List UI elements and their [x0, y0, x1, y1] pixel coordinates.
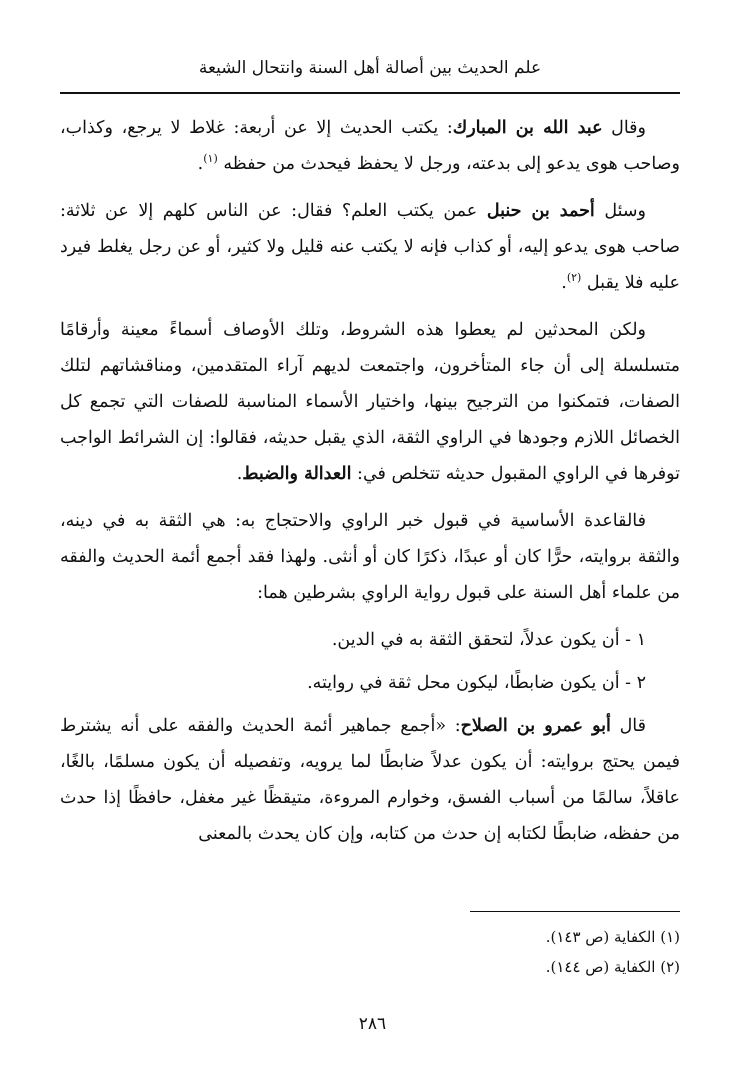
running-header: علم الحديث بين أصالة أهل السنة وانتحال الشيعة	[198, 58, 542, 78]
footnote-rule	[470, 911, 680, 912]
page-number: ٢٨٦	[358, 1014, 387, 1034]
footnote-2: (٢) الكفاية (ص ١٤٤).	[545, 958, 680, 976]
paragraph-2: وسئل أحمد بن حنبل عمن يكتب العلم؟ فقال: عن الناس كلهم إلا عن ثلاثة: صاحب هوى يدعو إليه، أو كذاب فإنه لا يكتب عنه قليل ولا كثير، أو عن رجل يغلط فيرد عليه فلا يقبل $^{(٢)}$.	[60, 201, 680, 293]
person-name: عبد الله بن المبارك	[452, 118, 603, 138]
header-rule	[60, 92, 680, 94]
paragraph-4: فالقاعدة الأساسية في قبول خبر الراوي والاحتجاج به: هي الثقة به في دينه، والثقة بروايته، حرًّا كان أو عبدًا، ذكرًا كان أو أنثى. ولهذا فقد أجمع أئمة الحديث والفقه من علماء أهل السنة على قبول رواية الراوي بشرطين هما:	[60, 511, 680, 603]
key-term: العدالة والضبط	[242, 464, 352, 484]
list-item-2: ٢ - أن يكون ضابطًا، ليكون محل ثقة في روايته.	[307, 673, 646, 693]
footnote-ref-2[interactable]: (٢)	[566, 271, 582, 285]
person-name: أبو عمرو بن الصلاح	[460, 716, 611, 736]
paragraph-1: وقال عبد الله بن المبارك: يكتب الحديث إلا عن أربعة: غلاط لا يرجع، وكذاب، وصاحب هوى يدعو إلى بدعته، ورجل لا يحفظ فيحدث من حفظه $^{(١)}$.	[60, 118, 680, 174]
footnotes	[60, 922, 680, 982]
paragraph-5: قال أبو عمرو بن الصلاح: «أجمع جماهير أئمة الحديث والفقه على أنه يشترط فيمن يحتج بروايته: أن يكون عدلاً ضابطًا لما يرويه، وتفصيله أن يكون مسلمًا، بالغًا، عاقلاً، سالمًا من أسباب الفسق، وخوارم المروءة، متيقظًا غير مغفل، حافظًا إذا حدث من حفظه، ضابطًا لكتابه إن حدث من كتابه، وإن كان يحدث بالمعنى	[60, 716, 680, 844]
list-item-1: ١ - أن يكون عدلاً، لتحقق الثقة به في الدين.	[331, 630, 646, 650]
footnote-ref-1[interactable]: (١)	[203, 152, 218, 166]
paragraph-3: ولكن المحدثين لم يعطوا هذه الشروط، وتلك الأوصاف أسماءً معينة وأرقامًا متسلسلة إلى أن جاء المتأخرون، واجتمعت لديهم آراء المتقدمين، ومناقشاتهم لتلك الصفات، فتمكنوا من الترجيح بينها، واختيار الأسماء المناسبة للصفات التي تجمع كل الخصائل اللازم وجودها في الراوي الثقة، الذي يقبل حديثه، فقالوا: إن الشرائط الواجب توفرها في الراوي المقبول حديثه تتخلص في: العدالة والضبط.	[60, 320, 680, 484]
body-text	[60, 110, 680, 863]
footnote-1: (١) الكفاية (ص ١٤٣).	[545, 928, 680, 946]
person-name: أحمد بن حنبل	[486, 201, 595, 221]
